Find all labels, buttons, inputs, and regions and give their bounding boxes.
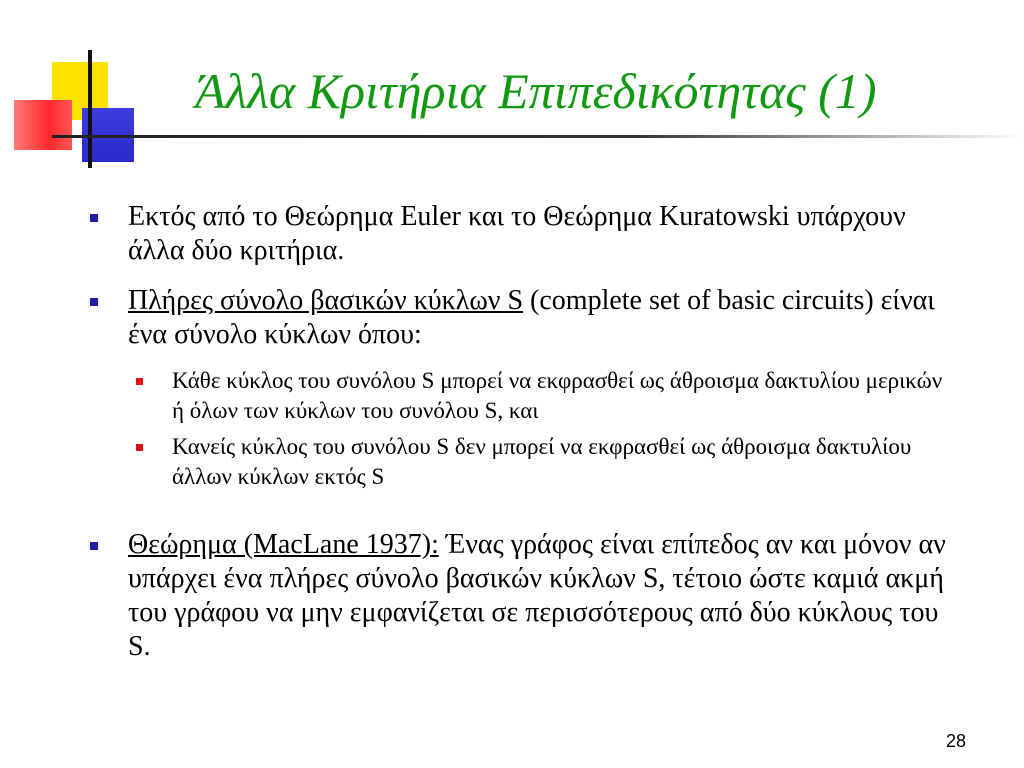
bullet-square-icon: [90, 542, 98, 550]
logo-red-square: [14, 100, 72, 150]
slide-logo-decoration: [0, 0, 160, 175]
sub-item-2: [128, 432, 950, 492]
sub-item-text: Κανείς κύκλος του συνόλου S δεν μπορεί να εκφρασθεί ως άθροισμα δακτυλίου άλλων κύκλων εκτός S: [172, 434, 912, 489]
sub-item-text: Κάθε κύκλος του συνόλου S μπορεί να εκφρασθεί ως άθροισμα δακτυλίου μερικών ή όλων των κύκλων του συνόλου S, και: [172, 368, 943, 423]
page-number: 28: [945, 731, 966, 751]
sub-list: [128, 366, 950, 492]
sub-bullet-square-icon: [136, 378, 143, 385]
bullet-text: (complete set of basic circuits) είναι ένα σύνολο κύκλων όπου:: [128, 285, 935, 350]
bullet-item-2: [90, 284, 950, 492]
bullet-item-3: [90, 528, 950, 664]
term-complete-set-link[interactable]: Πλήρες σύνολο βασικών κύκλων S: [128, 285, 524, 316]
bullet-text: Εκτός από το Θεώρημα Euler και το Θεώρημα Kuratowski υπάρχουν άλλα δύο κριτήρια.: [128, 201, 906, 266]
sub-bullet-square-icon: [136, 444, 143, 451]
bullet-square-icon: [90, 298, 98, 306]
bullet-text: Ένας γράφος είναι επίπεδος αν και μόνον αν υπάρχει ένα πλήρες σύνολο βασικών κύκλων S, τέτοιο ώστε καμιά ακμή του γράφου να μην εμφανίζεται σε περισσότερους από δύο κύκλους του S.: [128, 529, 946, 662]
slide-title: Άλλα Κριτήρια Επιπεδικότητας (1): [195, 63, 877, 119]
slide-content: [90, 200, 950, 680]
bullet-square-icon: [90, 214, 98, 222]
theorem-maclane-link[interactable]: Θεώρημα (MacLane 1937):: [128, 529, 439, 560]
logo-vertical-line: [88, 50, 92, 168]
bullet-item-1: [90, 200, 950, 268]
sub-item-1: [128, 366, 950, 426]
title-underline: [52, 135, 1024, 138]
